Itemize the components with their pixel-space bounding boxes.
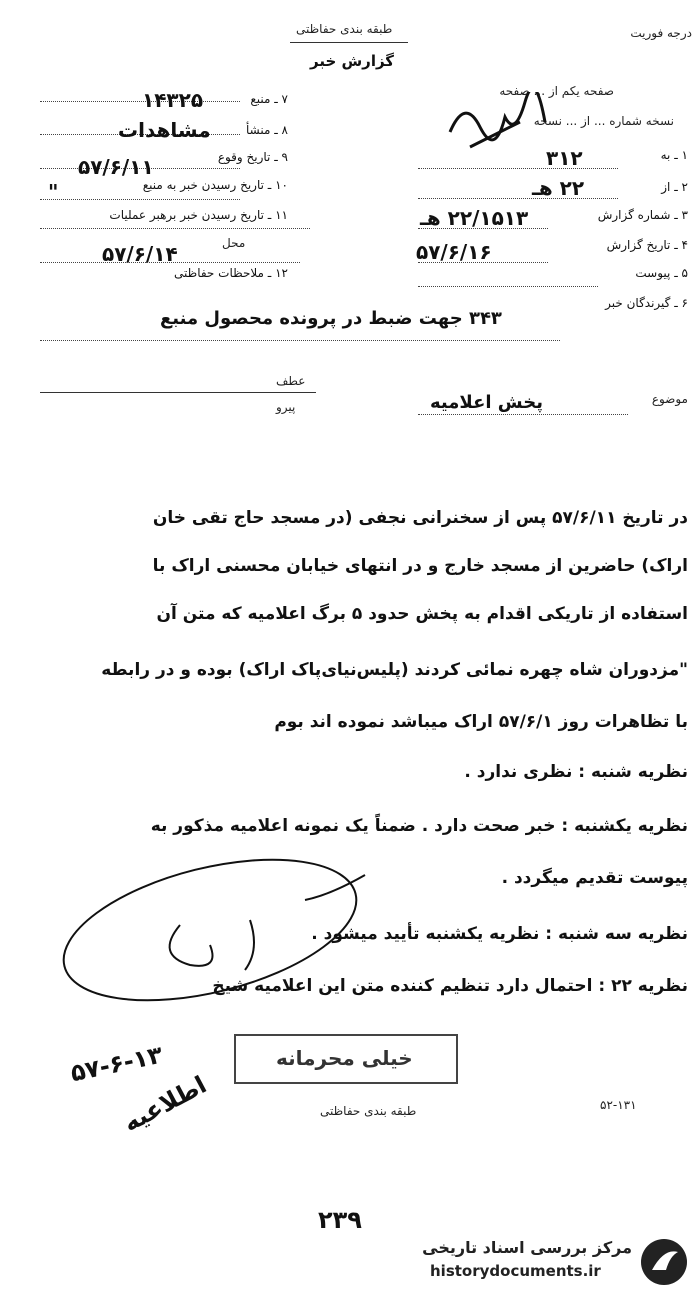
- dotted-line: [40, 340, 560, 341]
- opinion-saturday: نظریه شنبه : نظری ندارد .: [464, 762, 688, 782]
- occurrence-date-label: ۹ ـ تاریخ وقوع: [217, 150, 288, 164]
- opinion-22: نظریه ۲۲ : احتمال دارد تنظیم کننده متن این اعلامیه شیخ: [212, 976, 688, 996]
- to-value: ۳۱۲: [546, 146, 583, 170]
- dotted-line: [40, 101, 240, 102]
- dotted-line: [418, 168, 618, 169]
- handwritten-date: ۵۷-۶-۱۳: [68, 1040, 166, 1088]
- dotted-line: [418, 262, 548, 263]
- subject-label: موضوع: [651, 392, 688, 406]
- attachment-label: ۵ ـ پیوست: [635, 266, 688, 280]
- archive-logo-icon: [638, 1236, 690, 1288]
- to-label: ۱ ـ به: [660, 148, 688, 162]
- stamp-text: خیلی محرمانه: [276, 1046, 413, 1070]
- received-by-source-label: ۱۰ ـ تاریخ رسیدن خبر به منبع: [142, 178, 288, 192]
- footer-classification: طبقه بندی حفاظتی: [320, 1104, 417, 1118]
- body-line: "مزدوران شاه چهره نمائی کردند (پلیس‌نیای‌پاک اراک) بوده و در رابطه: [101, 660, 688, 680]
- opinion-sunday-continued: پیوست تقدیم میگردد .: [501, 868, 688, 888]
- received-by-ops-label: ۱۱ ـ تاریخ رسیدن خبر برهبر عملیات: [109, 208, 288, 222]
- reference-divider: [40, 392, 316, 393]
- from-label: ۲ ـ از: [661, 180, 688, 194]
- handwritten-signature: [50, 830, 380, 1010]
- body-line: با تظاهرات روز ۵۷/۶/۱ اراک میباشد نموده اند بوم: [274, 712, 688, 732]
- received-by-source-value: ": [48, 180, 60, 204]
- page-number: ۲۳۹: [318, 1206, 362, 1234]
- report-number-value: ۲۲/۱۵۱۳ هـ: [420, 206, 529, 230]
- header-divider: [290, 42, 408, 43]
- watermark-name: مرکز بررسی اسناد تاریخی: [422, 1238, 632, 1257]
- occurrence-date-value: ۵۷/۶/۱۱: [78, 155, 154, 179]
- dotted-line: [40, 199, 240, 200]
- page-count-line: صفحه یکم از ... صفحه: [499, 84, 614, 98]
- report-number-label: ۳ ـ شماره گزارش: [597, 208, 688, 222]
- dotted-line: [418, 198, 618, 199]
- origin-value: مشاهدات: [118, 118, 211, 142]
- from-value: ۲۲ هـ: [532, 176, 585, 200]
- classification-stamp: [234, 1034, 458, 1084]
- distribution-note: ۳۴۳ جهت ضبط در پرونده محصول منبع: [160, 308, 502, 329]
- form-title: گزارش خبر: [310, 52, 395, 70]
- report-date-label: ۴ ـ تاریخ گزارش: [606, 238, 688, 252]
- recipients-label: ۶ ـ گیرندگان خبر: [605, 296, 688, 310]
- opinion-sunday: نظریه یکشنبه : خبر صحت دارد . ضمناً یک نمونه اعلامیه مذکور به: [150, 816, 688, 836]
- report-date-value: ۵۷/۶/۱۶: [416, 240, 492, 264]
- priority-label: درجه فوریت: [630, 26, 692, 40]
- source-label: ۷ ـ منبع: [250, 92, 288, 106]
- dotted-line: [40, 262, 300, 263]
- watermark-site: historydocuments.ir: [430, 1262, 601, 1280]
- handwritten-note: اطلاعیه: [118, 1070, 212, 1138]
- source-value: ۱۴۳۲۵: [142, 88, 204, 112]
- atf-label: عطف: [276, 374, 306, 388]
- dotted-line: [418, 228, 548, 229]
- dotted-line: [418, 286, 598, 287]
- location-label: محل: [222, 236, 246, 250]
- opinion-tuesday: نظریه سه شنبه : نظریه یکشنبه تأیید میشود .: [311, 924, 688, 944]
- origin-label: ۸ ـ منشأ: [245, 123, 288, 137]
- body-line: در تاریخ ۵۷/۶/۱۱ پس از سخنرانی نجفی (در مسجد حاج تقی خان: [152, 508, 688, 528]
- handwritten-copy-number: [440, 92, 550, 162]
- peyro-label: پیرو: [276, 400, 296, 414]
- form-number: ۵۲-۱۳۱: [600, 1098, 637, 1112]
- security-notes-label: ۱۲ ـ ملاحظات حفاظتی: [174, 266, 288, 280]
- body-line: اراک) حاضرین از مسجد خارج و در انتهای خیابان محسنی اراک با: [152, 556, 688, 576]
- copy-number-line: نسخه شماره ... از ... نسخه: [533, 114, 674, 128]
- location-value: ۵۷/۶/۱۴: [102, 242, 178, 266]
- dotted-line: [418, 414, 628, 415]
- dotted-line: [40, 228, 310, 229]
- classification-label: طبقه بندی حفاظتی: [296, 22, 393, 36]
- body-line: استفاده از تاریکی اقدام به پخش حدود ۵ برگ اعلامیه که متن آن: [156, 604, 688, 624]
- subject-value: پخش اعلامیه: [430, 392, 543, 413]
